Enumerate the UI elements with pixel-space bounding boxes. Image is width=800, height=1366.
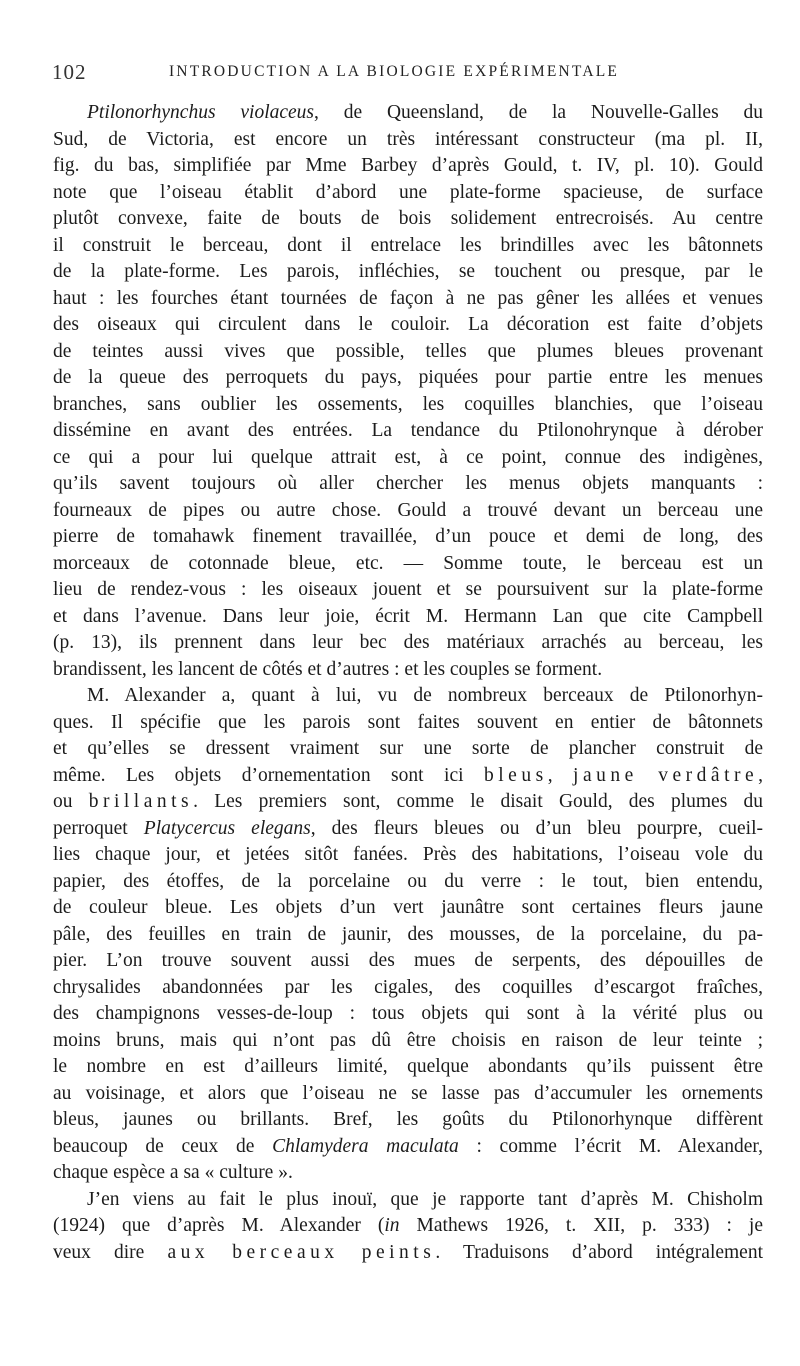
spaced-text: bleus: [484, 764, 548, 786]
text-line: [53, 339, 763, 366]
text-segment: fig. du bas, simplifiée par Mme Barbey d’après Gould, t. IV, pl. 10). Gould: [53, 155, 763, 176]
spaced-text: verdâtre: [658, 764, 759, 786]
text-line: [53, 1160, 763, 1187]
text-segment: pâle, des feuilles en train de jaunir, des mousses, de la porcelaine, du pa-: [53, 923, 763, 945]
text-segment: de couleur bleue. Les objets d’un vert jaunâtre sont certaines fleurs jaune: [53, 897, 763, 918]
text-segment: ques. Il spécifie que les parois sont faites souvent en entier de bâtonnets: [53, 711, 763, 733]
text-line: [53, 233, 763, 260]
text-line: [53, 1240, 763, 1267]
text-segment: au voisinage, et alors que l’oiseau ne se lasse pas d’accumuler les ornements: [53, 1082, 763, 1104]
text-segment: le nombre en est d’ailleurs limité, quelque abondants qu’ils puissent être: [53, 1056, 763, 1077]
text-line: [53, 895, 763, 922]
text-line: [53, 1054, 763, 1081]
text-line: [53, 471, 763, 498]
italic-text: in: [384, 1215, 400, 1236]
text-segment: beaucoup de ceux de: [53, 1135, 273, 1157]
text-line: [53, 1213, 763, 1240]
text-line: [53, 259, 763, 286]
text-segment: , de Queensland, de la Nouvelle-Galles du: [314, 102, 763, 123]
text-segment: (p. 13), ils prennent dans leur bec des matériaux arrachés au berceau, les: [53, 632, 763, 653]
text-line: [53, 286, 763, 313]
text-segment: [209, 1242, 232, 1263]
text-line: [53, 657, 763, 684]
text-segment: et qu’elles se dressent vraiment sur une sorte de plancher construit de: [53, 738, 763, 759]
body-text: [53, 100, 763, 1266]
text-line: [53, 498, 763, 525]
text-segment: dissémine en avant des entrées. La tendance du Ptilonohrynque à dérober: [53, 420, 763, 441]
text-segment: Mathews 1926, t. XII, p. 333) : je: [399, 1215, 763, 1236]
text-line: [53, 153, 763, 180]
text-segment: [638, 765, 658, 786]
text-segment: : comme l’écrit M. Alexander,: [458, 1135, 763, 1157]
page-number: 102: [52, 60, 87, 84]
text-line: [53, 710, 763, 737]
text-line: [53, 789, 763, 816]
text-segment: chaque espèce a sa « culture ».: [53, 1162, 293, 1183]
text-line: [53, 180, 763, 207]
text-line: [53, 100, 763, 127]
text-segment: branches, sans oublier les ossements, les coquilles blanchies, que l’oiseau: [53, 393, 763, 415]
text-line: [53, 1134, 763, 1161]
text-line: [53, 948, 763, 975]
text-line: [53, 1081, 763, 1108]
text-segment: pierre de tomahawk finement travaillée, d’un pouce et demi de long, des: [53, 526, 763, 547]
text-segment: moins bruns, mais qui n’ont pas dû être choisis en raison de leur teinte ;: [53, 1029, 763, 1051]
text-line: [53, 206, 763, 233]
italic-text: Chlamydera maculata: [272, 1135, 459, 1157]
text-line: [53, 445, 763, 472]
text-line: [53, 365, 763, 392]
text-line: [53, 312, 763, 339]
italic-text: Platycercus elegans: [143, 817, 311, 839]
text-line: [53, 577, 763, 604]
text-segment: (1924) que d’après M. Alexander (: [53, 1215, 385, 1236]
text-line: [53, 842, 763, 869]
text-line: [53, 922, 763, 949]
text-segment: ,: [758, 764, 764, 786]
text-segment: veux dire: [53, 1241, 168, 1263]
running-head: INTRODUCTION A LA BIOLOGIE EXPÉRIMENTALE: [168, 63, 620, 80]
spaced-text: peints: [361, 1241, 436, 1263]
text-segment: plutôt convexe, faite de bouts de bois solidement entrecroisés. Au centre: [53, 208, 763, 229]
spaced-text: aux: [167, 1241, 210, 1263]
text-line: [53, 1028, 763, 1055]
text-segment: Sud, de Victoria, est encore un très intéressant constructeur (ma pl. II,: [53, 128, 763, 150]
text-line: [53, 551, 763, 578]
text-line: [53, 1107, 763, 1134]
text-segment: ou: [53, 791, 89, 812]
italic-text: Ptilonorhynchus violaceus: [87, 102, 315, 123]
text-segment: perroquet: [53, 817, 144, 839]
text-segment: même. Les objets d’ornementation sont ici: [53, 764, 485, 786]
text-line: [53, 683, 763, 710]
text-segment: [339, 1242, 362, 1263]
text-segment: ce qui a pour lui quelque attrait est, à ce point, connue des indigènes,: [53, 446, 763, 468]
text-line: [53, 418, 763, 445]
text-segment: note que l’oiseau établit d’abord une plate-forme spacieuse, de surface: [53, 181, 763, 203]
text-segment: fourneaux de pipes ou autre chose. Gould a trouvé devant un berceau une: [53, 499, 763, 521]
text-line: [53, 630, 763, 657]
text-line: [53, 1001, 763, 1028]
text-line: [53, 816, 763, 843]
text-segment: de la queue des perroquets du pays, piquées pour partie entre les menues: [53, 367, 763, 388]
text-segment: ,: [547, 764, 574, 786]
text-segment: morceaux de cotonnade bleue, etc. — Somme toute, le berceau est un: [53, 552, 763, 574]
text-segment: pier. L’on trouve souvent aussi des mues de serpents, des dépouilles de: [53, 950, 763, 971]
text-segment: des oiseaux qui circulent dans le couloir. La décoration est faite d’objets: [53, 314, 763, 335]
text-segment: bleus, jaunes ou brillants. Bref, les goûts du Ptilonorhynque diffèrent: [53, 1109, 763, 1130]
text-segment: . Traduisons d’abord intégralement: [435, 1241, 764, 1263]
text-segment: lieu de rendez-vous : les oiseaux jouent et se poursuivent sur la plate-forme: [53, 579, 763, 600]
text-line: [53, 736, 763, 763]
text-segment: haut : les fourches étant tournées de façon à ne pas gêner les allées et venues: [53, 287, 763, 309]
text-segment: , des fleurs bleues ou d’un bleu pourpre, cueil-: [310, 817, 764, 839]
text-segment: de la plate-forme. Les parois, infléchies, se touchent ou presque, par le: [53, 261, 763, 282]
text-segment: de teintes aussi vives que possible, telles que plumes bleues provenant: [53, 340, 763, 362]
text-line: [53, 392, 763, 419]
text-segment: il construit le berceau, dont il entrelace les brindilles avec les bâtonnets: [53, 234, 763, 256]
text-segment: lies chaque jour, et jetées sitôt fanées. Près des habitations, l’oiseau vole du: [53, 844, 763, 865]
text-segment: brandissent, les lancent de côtés et d’autres : et les couples se forment.: [53, 658, 603, 680]
text-line: [53, 604, 763, 631]
spaced-text: brillants: [88, 791, 194, 812]
text-segment: papier, des étoffes, de la porcelaine ou du verre : le tout, bien entendu,: [53, 870, 763, 892]
text-line: [53, 1187, 763, 1214]
text-line: [53, 524, 763, 551]
text-segment: chrysalides abandonnées par les cigales, des coquilles d’escargot fraîches,: [53, 976, 763, 998]
text-line: [53, 763, 763, 790]
spaced-text: berceaux: [232, 1241, 339, 1263]
text-line: [53, 127, 763, 154]
text-line: [53, 869, 763, 896]
text-segment: et dans l’avenue. Dans leur joie, écrit M. Hermann Lan que cite Campbell: [53, 605, 763, 627]
text-segment: des champignons vesses-de-loup : tous objets qui sont à la vérité plus ou: [53, 1003, 763, 1024]
text-segment: M. Alexander a, quant à lui, vu de nombreux berceaux de Ptilonorhyn-: [87, 685, 763, 706]
spaced-text: jaune: [573, 764, 638, 786]
text-segment: . Les premiers sont, comme le disait Gould, des plumes du: [193, 791, 764, 812]
text-segment: J’en viens au fait le plus inouï, que je rapporte tant d’après M. Chisholm: [87, 1188, 763, 1210]
text-segment: qu’ils savent toujours où aller chercher les menus objets manquants :: [53, 473, 763, 494]
text-line: [53, 975, 763, 1002]
